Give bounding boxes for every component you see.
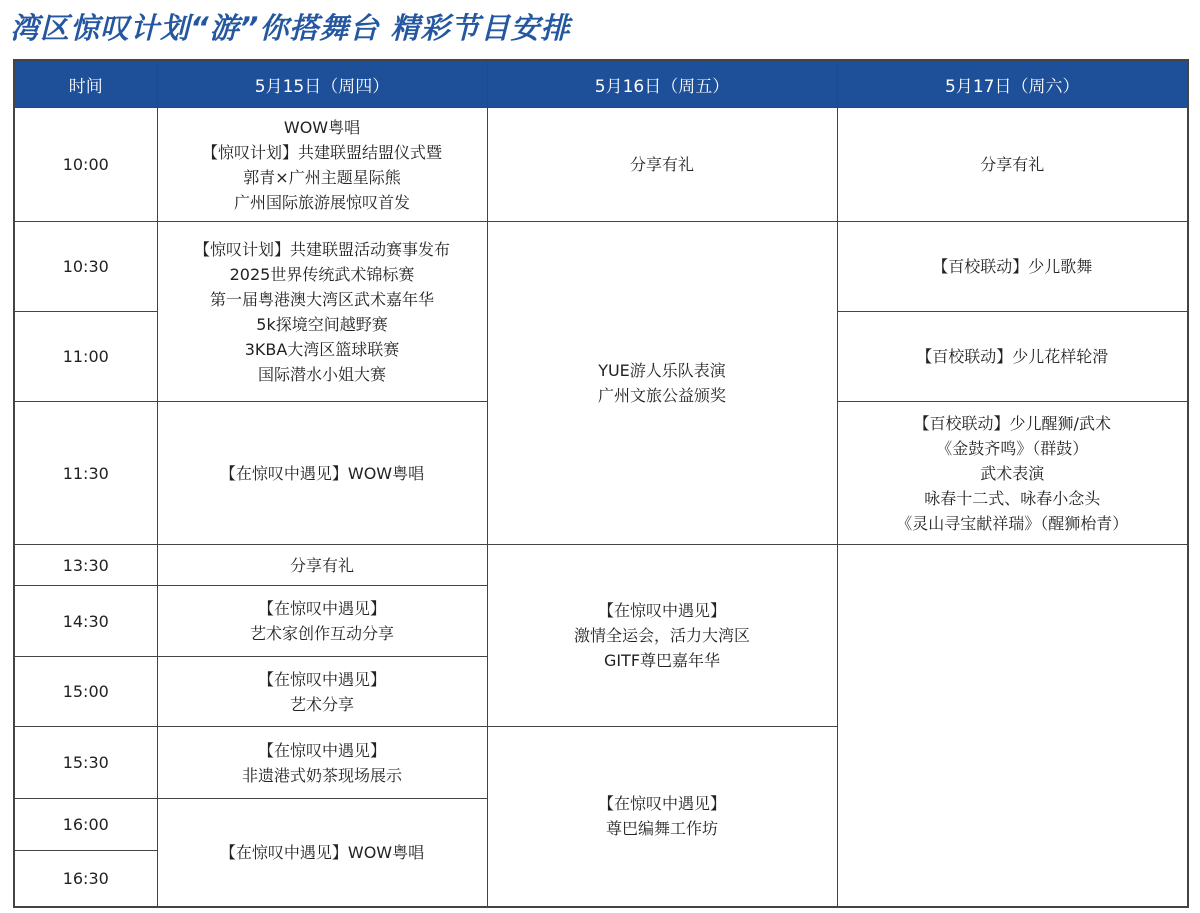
event-cell xyxy=(487,222,837,545)
event-line: 武术表演 xyxy=(980,463,1045,483)
table-row xyxy=(14,222,1188,312)
event-line: GITF尊巴嘉年华 xyxy=(603,651,721,670)
header-time: 时间 xyxy=(14,60,157,108)
event-line: 艺术家创作互动分享 xyxy=(249,624,394,643)
event-cell xyxy=(487,727,837,907)
event-line: WOW粤唱 xyxy=(283,117,361,137)
time-cell: 13:30 xyxy=(14,545,157,586)
event-cell xyxy=(487,545,837,727)
event-line: 【百校联动】少儿歌舞 xyxy=(932,257,1093,276)
event-cell xyxy=(157,799,487,907)
event-cell xyxy=(157,108,487,222)
time-cell: 10:00 xyxy=(14,108,157,222)
header-may17: 5月17日（周六） xyxy=(837,60,1188,108)
event-line: 《金鼓齐鸣》（群鼓） xyxy=(936,438,1089,458)
time-cell: 15:30 xyxy=(14,727,157,799)
event-line: 【惊叹计划】共建联盟活动赛事发布 xyxy=(193,239,450,259)
event-line: 《灵山寻宝献祥瑞》（醒狮枱青） xyxy=(896,513,1129,533)
event-cell xyxy=(157,222,487,402)
event-cell xyxy=(837,222,1188,312)
event-line: 非遗港式奶茶现场展示 xyxy=(241,765,402,785)
event-line: 2025世界传统武术锦标赛 xyxy=(229,264,415,284)
event-line: YUE游人乐队表演 xyxy=(598,361,726,380)
event-line: 【在惊叹中遇见】 xyxy=(597,601,726,620)
event-line: 【在惊叹中遇见】 xyxy=(257,669,386,689)
time-cell: 10:30 xyxy=(14,222,157,312)
event-cell xyxy=(157,545,487,586)
empty-cell xyxy=(837,545,1188,907)
page-title: 湾区惊叹计划“游”你搭舞台 精彩节目安排 xyxy=(10,11,571,45)
time-cell: 16:30 xyxy=(14,851,157,907)
time-cell: 11:00 xyxy=(14,312,157,402)
header-row xyxy=(14,60,1188,108)
event-line: 【在惊叹中遇见】 xyxy=(257,599,386,618)
time-cell: 15:00 xyxy=(14,657,157,727)
event-cell xyxy=(837,312,1188,402)
event-cell xyxy=(837,402,1188,545)
event-line: 5k探境空间越野赛 xyxy=(256,314,388,334)
event-line: 【在惊叹中遇见】 xyxy=(597,794,726,814)
event-line: 【百校联动】少儿花样轮滑 xyxy=(916,347,1109,366)
time-cell: 11:30 xyxy=(14,402,157,545)
event-line: 分享有礼 xyxy=(629,155,694,174)
time-cell: 14:30 xyxy=(14,586,157,657)
event-line: 激情全运会，活力大湾区 xyxy=(573,626,750,645)
event-line: 郭青×广州主题星际熊 xyxy=(243,167,401,187)
header-may16: 5月16日（周五） xyxy=(487,60,837,108)
event-line: 第一届粤港澳大湾区武术嘉年华 xyxy=(209,289,434,309)
event-line: 分享有礼 xyxy=(980,155,1045,174)
event-line: 【在惊叹中遇见】WOW粤唱 xyxy=(219,842,425,862)
event-line: 国际潜水小姐大赛 xyxy=(257,364,386,384)
event-line: 【百校联动】少儿醒狮/武术 xyxy=(913,413,1111,433)
schedule-table xyxy=(13,59,1189,908)
header-may15: 5月15日（周四） xyxy=(157,60,487,108)
event-line: 尊巴编舞工作坊 xyxy=(605,819,718,839)
event-line: 咏春十二式、咏春小念头 xyxy=(924,488,1101,508)
event-cell xyxy=(157,586,487,657)
event-cell xyxy=(487,108,837,222)
event-line: 3KBA大湾区篮球联赛 xyxy=(244,339,400,359)
event-line: 【在惊叹中遇见】 xyxy=(257,740,386,760)
event-cell xyxy=(837,108,1188,222)
event-cell xyxy=(157,657,487,727)
table-row xyxy=(14,545,1188,586)
event-cell xyxy=(157,727,487,799)
event-line: 【在惊叹中遇见】WOW粤唱 xyxy=(219,463,425,483)
event-line: 艺术分享 xyxy=(289,694,354,714)
event-line: 分享有礼 xyxy=(289,555,354,575)
event-line: 广州国际旅游展惊叹首发 xyxy=(233,192,410,212)
time-cell: 16:00 xyxy=(14,799,157,851)
table-row xyxy=(14,108,1188,222)
event-cell xyxy=(157,402,487,545)
event-line: 【惊叹计划】共建联盟结盟仪式暨 xyxy=(201,142,442,162)
event-line: 广州文旅公益颁奖 xyxy=(597,386,726,405)
